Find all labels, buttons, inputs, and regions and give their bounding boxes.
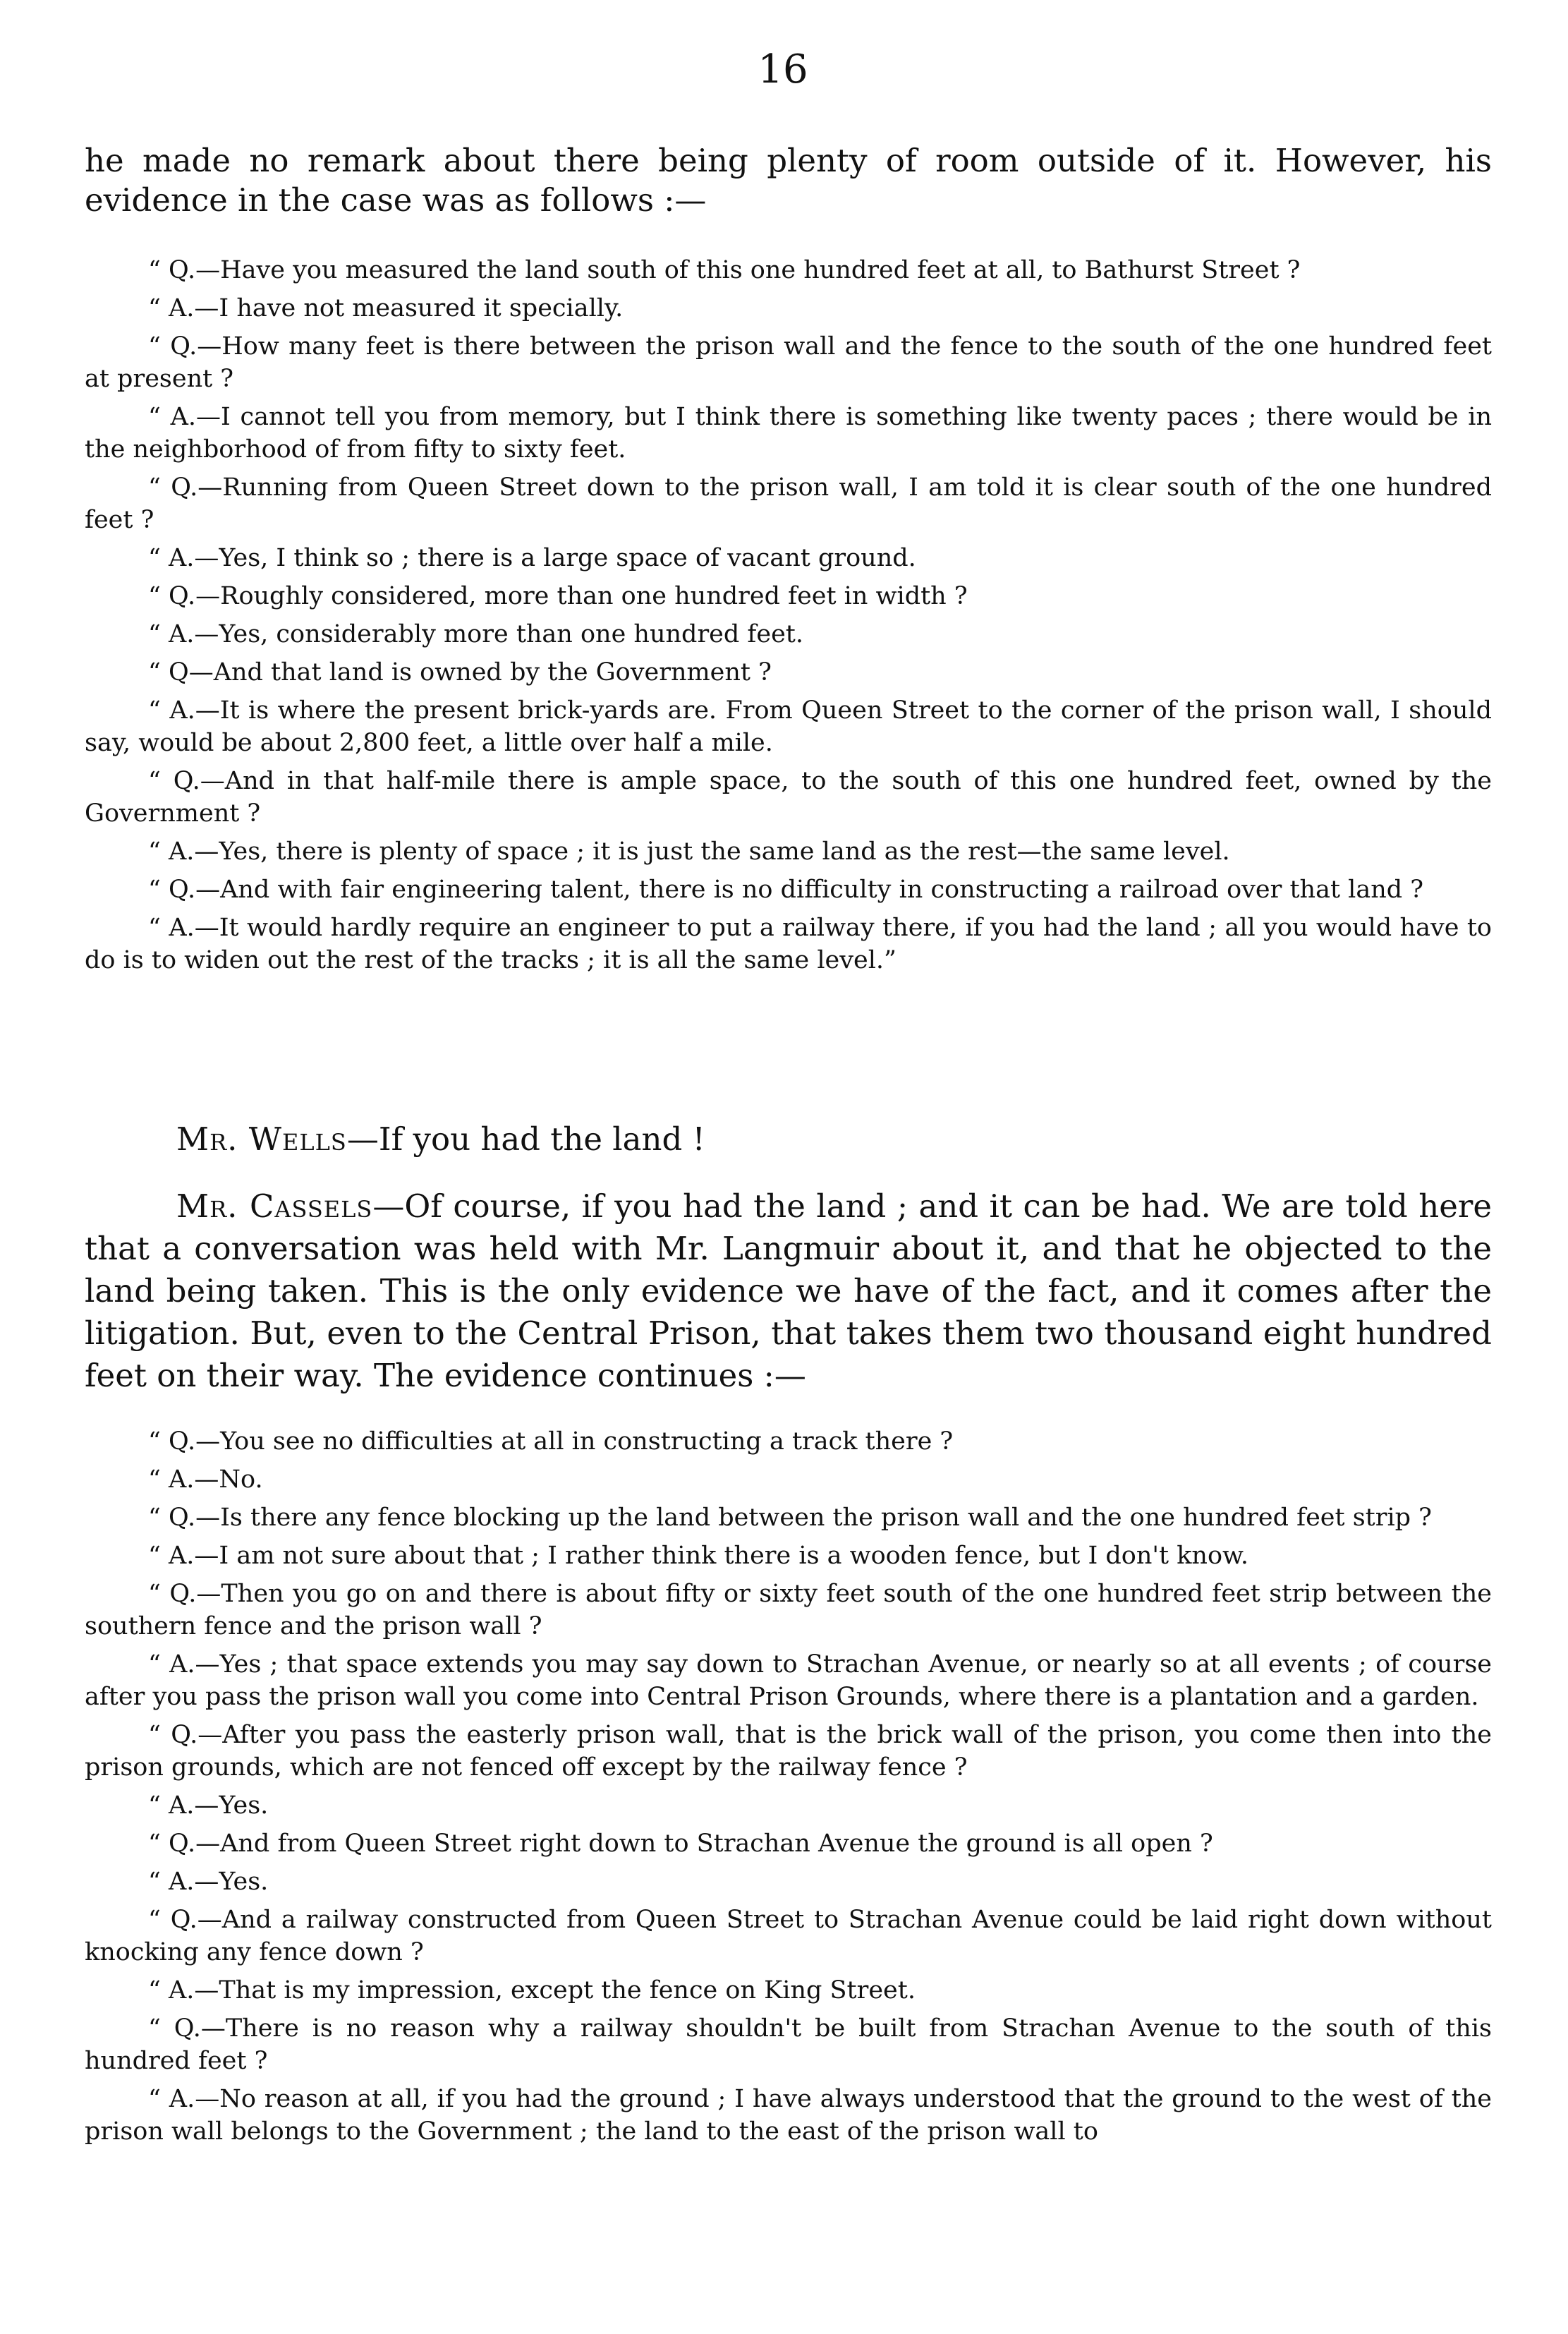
testimony-line: “ Q.—Roughly considered, more than one hundred feet in width ? — [148, 582, 968, 610]
cassels-remark — [85, 1185, 1492, 1397]
testimony-line: “ A.—I have not measured it specially. — [148, 294, 624, 322]
testimony-block-1 — [85, 254, 1492, 982]
testimony-line: “ Q.—Is there any fence blocking up the land between the prison wall and the one hundred feet strip ? — [148, 1504, 1432, 1532]
testimony-line: “ Q.—And with fair engineering talent, there is no difficulty in constructing a railroad over that land ? — [148, 876, 1424, 904]
testimony-line: “ A.—It would hardly require an engineer to put a railway there, if you had the land ; all you would have to do is to widen out the rest of the tracks ; it is all the same level.” — [85, 914, 1492, 974]
remark-text: —Of course, if you had the land ; and it can be had. We are told here that a conversation was held with Mr. Langmuir about it, and that he objected to the land being taken. This is the only evidence we have of the fact, and it comes after the litigation. But, even to the Central Prison, that takes them two thousand eight hundred feet on their way. The evidence continues :— — [85, 1187, 1492, 1394]
speaker-name: Mr. Cassels — [176, 1187, 373, 1225]
testimony-line: “ Q.—And in that half-mile there is ample space, to the south of this one hundred feet, owned by the Government ? — [85, 767, 1492, 828]
testimony-line: “ A.—Yes, there is plenty of space ; it is just the same land as the rest—the same level. — [148, 838, 1230, 866]
testimony-line: “ A.—I cannot tell you from memory, but I think there is something like twenty paces ; there would be in the neighborhood of from fifty to sixty feet. — [85, 403, 1492, 464]
testimony-line: “ A.—Yes, I think so ; there is a large space of vacant ground. — [148, 544, 916, 572]
testimony-line: “ Q.—Running from Queen Street down to the prison wall, I am told it is clear south of the one hundred feet ? — [85, 473, 1492, 534]
testimony-line: “ A.—It is where the present brick-yards are. From Queen Street to the corner of the prison wall, I should say, would be about 2,800 feet, a little over half a mile. — [85, 696, 1492, 757]
testimony-line: “ Q.—After you pass the easterly prison wall, that is the brick wall of the prison, you come then into the prison grounds, which are not fenced off except by the railway fence ? — [85, 1721, 1492, 1782]
testimony-line: “ A.—No. — [148, 1465, 263, 1494]
testimony-line: “ Q.—And from Queen Street right down to Strachan Avenue the ground is all open ? — [148, 1830, 1213, 1858]
testimony-line: “ Q.—Then you go on and there is about fifty or sixty feet south of the one hundred feet strip between the southern fence and the prison wall ? — [85, 1580, 1492, 1640]
testimony-line: “ A.—No reason at all, if you had the ground ; I have always understood that the ground to the west of the prison wall belongs to the Government ; the land to the east of the prison wall to — [85, 2085, 1492, 2146]
testimony-block-2 — [85, 1425, 1492, 2153]
testimony-line: “ A.—Yes. — [148, 1868, 269, 1896]
testimony-line: “ A.—I am not sure about that ; I rather think there is a wooden fence, but I don't know. — [148, 1542, 1248, 1570]
wells-remark — [85, 1118, 1492, 1161]
testimony-line: “ Q.—How many feet is there between the prison wall and the fence to the south of the one hundred feet at present ? — [85, 332, 1492, 393]
page-number: 16 — [758, 47, 808, 92]
testimony-line: “ Q.—There is no reason why a railway shouldn't be built from Strachan Avenue to the south of this hundred feet ? — [85, 2014, 1492, 2075]
remark-text: —If you had the land ! — [346, 1120, 705, 1158]
testimony-line: “ Q—And that land is owned by the Government ? — [148, 658, 772, 687]
testimony-line: “ A.—Yes. — [148, 1791, 269, 1820]
speaker-name: Mr. Wells — [176, 1120, 347, 1158]
testimony-line: “ A.—That is my impression, except the fence on King Street. — [148, 1976, 916, 2005]
intro-paragraph: he made no remark about there being plenty of room outside of it. However, his evidence in the case was as follows :— — [85, 142, 1492, 219]
testimony-line: “ Q.—And a railway constructed from Queen Street to Strachan Avenue could be laid right down without knocking any fence down ? — [85, 1906, 1492, 1966]
testimony-line: “ Q.—Have you measured the land south of this one hundred feet at all, to Bathurst Street ? — [148, 256, 1301, 284]
testimony-line: “ A.—Yes, considerably more than one hundred feet. — [148, 620, 803, 648]
testimony-line: “ Q.—You see no difficulties at all in constructing a track there ? — [148, 1427, 954, 1456]
testimony-line: “ A.—Yes ; that space extends you may say down to Strachan Avenue, or nearly so at all events ; of course after you pass the prison wall you come into Central Prison Grounds, where there is a plantation and a garden. — [85, 1650, 1492, 1711]
